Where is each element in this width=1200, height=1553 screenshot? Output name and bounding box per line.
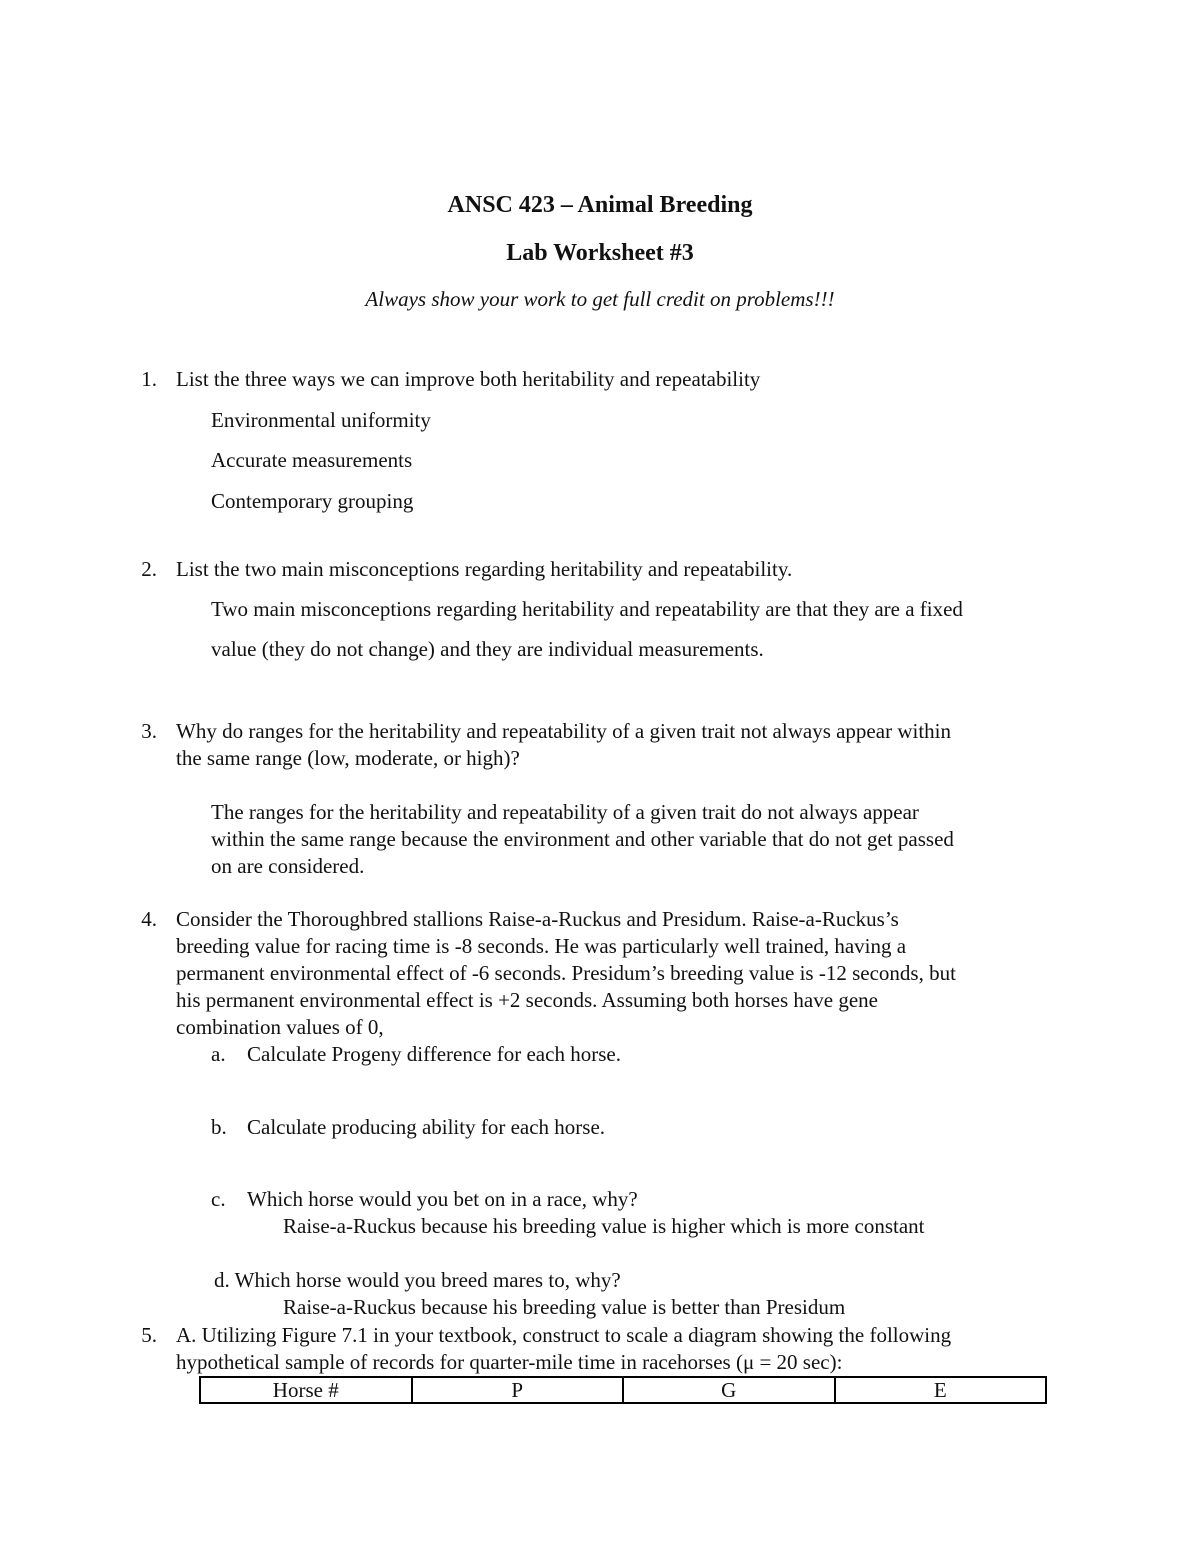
question-1-text: List the three ways we can improve both heritability and repeatability <box>176 367 761 391</box>
question-4d-text: d. Which horse would you breed mares to, why? <box>214 1268 621 1292</box>
records-table <box>199 1376 1047 1404</box>
table-header-row <box>200 1377 1046 1403</box>
question-4c-letter: c. <box>211 1187 226 1211</box>
worksheet-title: Lab Worksheet #3 <box>506 240 694 266</box>
question-1-answer-1: Environmental uniformity <box>211 408 431 432</box>
question-4-number: 4. <box>141 907 157 931</box>
question-3-answer-line-2: within the same range because the environment and other variable that do not get passed <box>211 827 954 851</box>
question-4d-answer: Raise-a-Ruckus because his breeding value is better than Presidum <box>283 1295 846 1319</box>
question-4-stem-line-1: Consider the Thoroughbred stallions Raise-a-Ruckus and Presidum. Raise-a-Ruckus’s <box>176 907 899 931</box>
question-3-answer-line-3: on are considered. <box>211 854 365 878</box>
table-header-horse: Horse # <box>200 1377 412 1403</box>
question-2-answer-line-1: Two main misconceptions regarding heritability and repeatability are that they are a fixed <box>211 597 963 621</box>
question-1-answer-3: Contemporary grouping <box>211 489 414 513</box>
question-4a-text: Calculate Progeny difference for each horse. <box>247 1042 621 1066</box>
question-4c-answer: Raise-a-Ruckus because his breeding value is higher which is more constant <box>283 1214 925 1238</box>
question-5-stem-line-2: hypothetical sample of records for quarter-mile time in racehorses (μ = 20 sec): <box>176 1350 843 1374</box>
question-3-text-line-1: Why do ranges for the heritability and repeatability of a given trait not always appear within <box>176 719 951 743</box>
question-2-answer-line-2: value (they do not change) and they are individual measurements. <box>211 637 764 661</box>
question-3-answer-line-1: The ranges for the heritability and repeatability of a given trait do not always appear <box>211 800 919 824</box>
question-4-stem-line-4: his permanent environmental effect is +2 seconds. Assuming both horses have gene <box>176 988 878 1012</box>
course-title: ANSC 423 – Animal Breeding <box>447 192 753 218</box>
question-3-number: 3. <box>141 719 157 743</box>
question-4-stem-line-2: breeding value for racing time is -8 seconds. He was particularly well trained, having a <box>176 934 907 958</box>
table-header-p: P <box>412 1377 624 1403</box>
question-5-stem-line-1: A. Utilizing Figure 7.1 in your textbook, construct to scale a diagram showing the following <box>176 1323 952 1347</box>
table-header-e: E <box>835 1377 1047 1403</box>
question-5-number: 5. <box>141 1323 157 1347</box>
question-1-number: 1. <box>141 367 157 391</box>
instruction-text: Always show your work to get full credit on problems!!! <box>365 287 835 311</box>
question-4a-letter: a. <box>211 1042 226 1066</box>
question-2-text: List the two main misconceptions regarding heritability and repeatability. <box>176 557 793 581</box>
question-3-text-line-2: the same range (low, moderate, or high)? <box>176 746 520 770</box>
table-header-g: G <box>623 1377 835 1403</box>
question-4-stem-line-5: combination values of 0, <box>176 1015 384 1039</box>
question-4c-text: Which horse would you bet on in a race, why? <box>247 1187 638 1211</box>
question-4-stem-line-3: permanent environmental effect of -6 seconds. Presidum’s breeding value is -12 seconds, but <box>176 961 956 985</box>
question-4b-text: Calculate producing ability for each horse. <box>247 1115 606 1139</box>
question-4b-letter: b. <box>211 1115 227 1139</box>
question-1-answer-2: Accurate measurements <box>211 448 413 472</box>
question-2-number: 2. <box>141 557 157 581</box>
